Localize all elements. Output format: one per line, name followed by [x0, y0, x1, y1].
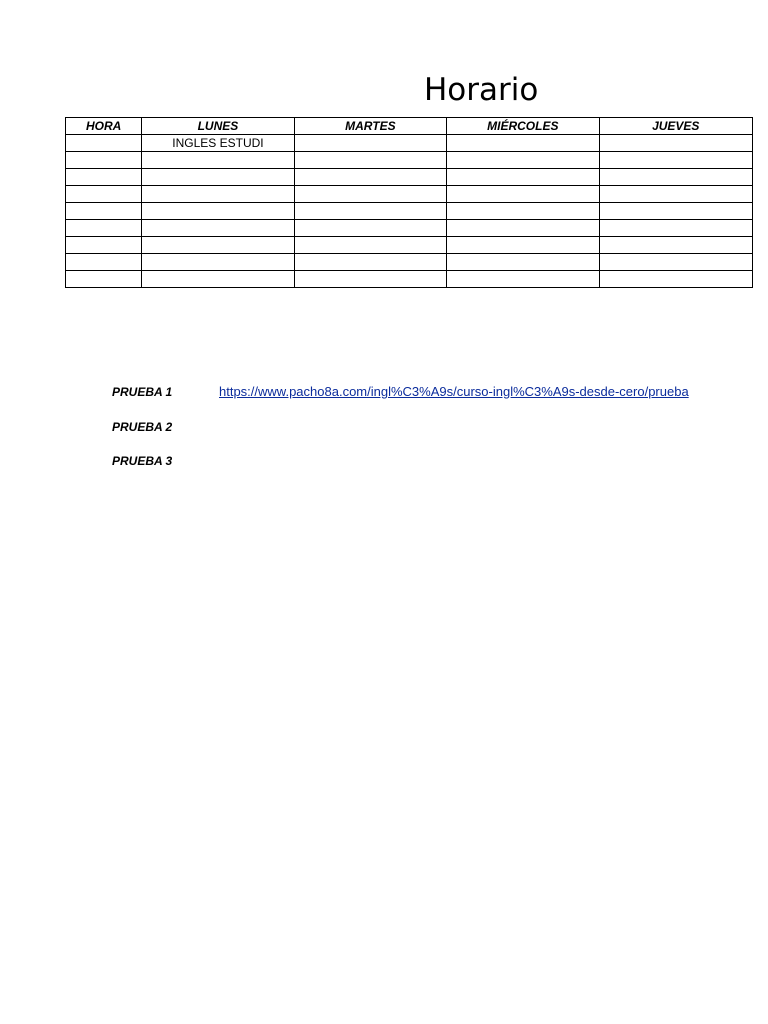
table-row [66, 203, 753, 220]
table-cell[interactable] [447, 203, 599, 220]
table-cell[interactable] [599, 237, 752, 254]
table-cell[interactable] [599, 203, 752, 220]
table-row [66, 237, 753, 254]
header-row [66, 118, 753, 135]
table-cell[interactable] [599, 220, 752, 237]
table-row [66, 186, 753, 203]
table-cell[interactable] [66, 254, 142, 271]
table-row [66, 254, 753, 271]
table-cell[interactable] [447, 271, 599, 288]
table-cell[interactable] [447, 152, 599, 169]
table-cell[interactable] [294, 169, 446, 186]
table-row [66, 271, 753, 288]
prueba-1-label: PRUEBA 1 [112, 385, 173, 399]
header-martes: MARTES [294, 118, 446, 135]
prueba-2-label: PRUEBA 2 [112, 420, 173, 434]
table-cell[interactable] [294, 152, 446, 169]
header-hora: HORA [66, 118, 142, 135]
table-cell[interactable] [142, 271, 294, 288]
table-cell[interactable] [66, 186, 142, 203]
table-cell[interactable] [599, 135, 752, 152]
page-title: Horario [424, 72, 539, 108]
table-cell[interactable] [66, 135, 142, 152]
table-cell[interactable] [599, 169, 752, 186]
table-cell[interactable] [142, 169, 294, 186]
table-cell[interactable] [142, 186, 294, 203]
table-row [66, 135, 753, 152]
table-cell[interactable] [294, 271, 446, 288]
table-row [66, 169, 753, 186]
header-jueves: JUEVES [599, 118, 752, 135]
table-cell[interactable] [447, 186, 599, 203]
table-cell[interactable] [447, 220, 599, 237]
table-cell[interactable]: INGLES ESTUDI [142, 135, 294, 152]
table-cell[interactable] [294, 203, 446, 220]
table-cell[interactable] [294, 186, 446, 203]
table-cell[interactable] [66, 169, 142, 186]
header-lunes: LUNES [142, 118, 294, 135]
prueba-1-link[interactable]: https://www.pacho8a.com/ingl%C3%A9s/curso-ingl%C3%A9s-desde-cero/prueba [219, 384, 689, 399]
table-cell[interactable] [447, 135, 599, 152]
header-miercoles: MIÉRCOLES [447, 118, 599, 135]
table-cell[interactable] [294, 237, 446, 254]
table-cell[interactable] [599, 186, 752, 203]
table-cell[interactable] [447, 237, 599, 254]
table-cell[interactable] [294, 254, 446, 271]
table-cell[interactable] [294, 220, 446, 237]
table-cell[interactable] [66, 271, 142, 288]
table-cell[interactable] [599, 271, 752, 288]
table-cell[interactable] [142, 203, 294, 220]
table-cell[interactable] [294, 135, 446, 152]
table-cell[interactable] [447, 169, 599, 186]
table-row [66, 220, 753, 237]
table-cell[interactable] [66, 220, 142, 237]
table-cell[interactable] [142, 254, 294, 271]
table-cell[interactable] [142, 220, 294, 237]
table-cell[interactable] [66, 152, 142, 169]
table-cell[interactable] [66, 203, 142, 220]
table-row [66, 152, 753, 169]
table-cell[interactable] [142, 152, 294, 169]
table-cell[interactable] [599, 254, 752, 271]
table-cell[interactable] [142, 237, 294, 254]
schedule-table [65, 117, 753, 288]
prueba-3-label: PRUEBA 3 [112, 454, 173, 468]
table-cell[interactable] [66, 237, 142, 254]
table-cell[interactable] [599, 152, 752, 169]
table-cell[interactable] [447, 254, 599, 271]
